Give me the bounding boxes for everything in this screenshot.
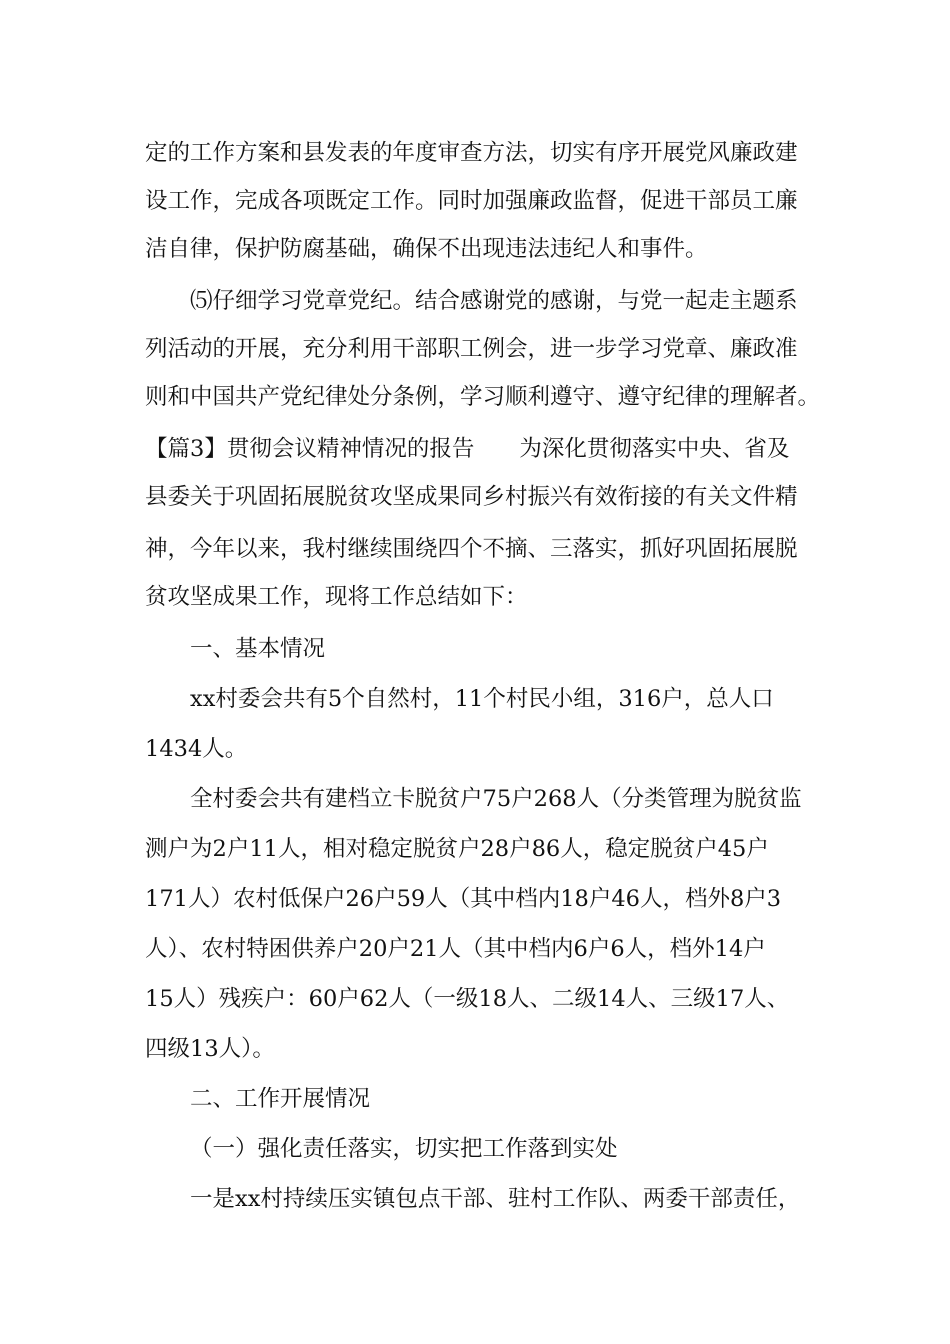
text-line: 四级13人）。 [145, 1036, 275, 1062]
text-line: 测户为2户11人，相对稳定脱贫户28户86人，稳定脱贫户45户 [145, 836, 769, 862]
section-heading: 二、工作开展情况 [190, 1086, 371, 1112]
text-line: ⑸仔细学习党章党纪。结合感谢党的感谢，与党一起走主题系 [190, 288, 798, 314]
text-line: 设工作，完成各项既定工作。同时加强廉政监督，促进干部员工廉 [145, 188, 798, 214]
text-line: 列活动的开展，充分利用干部职工例会，进一步学习党章、廉政准 [145, 336, 798, 362]
section-heading: 一、基本情况 [190, 636, 326, 662]
text-line: 人）、农村特困供养户20户21人（其中档内6户6人，档外14户 [145, 936, 766, 962]
text-line: 15人）残疾户：60户62人（一级18人、二级14人、三级17人、 [145, 986, 790, 1012]
text-line: xx村委会共有5个自然村，11个村民小组，316户，总人口 [190, 686, 774, 712]
text-line: 一是xx村持续压实镇包点干部、驻村工作队、两委干部责任， [190, 1186, 801, 1212]
text-line: 171人）农村低保户26户59人（其中档内18户46人，档外8户3 [145, 886, 782, 912]
text-line: 神，今年以来，我村继续围绕四个不摘、三落实，抓好巩固拓展脱 [145, 536, 798, 562]
text-line: 【篇3】贯彻会议精神情况的报告 为深化贯彻落实中央、省及 [145, 436, 790, 462]
text-line: 全村委会共有建档立卡脱贫户75户268人（分类管理为脱贫监 [190, 786, 802, 812]
text-line: 则和中国共产党纪律处分条例，学习顺利遵守、遵守纪律的理解者。 [145, 384, 821, 410]
subsection-heading: （一）强化责任落实，切实把工作落到实处 [190, 1136, 618, 1162]
text-line: 洁自律，保护防腐基础，确保不出现违法违纪人和事件。 [145, 236, 708, 262]
text-line: 1434人。 [145, 736, 248, 762]
text-line: 定的工作方案和县发表的年度审查方法，切实有序开展党风廉政建 [145, 140, 798, 166]
text-line: 县委关于巩固拓展脱贫攻坚成果同乡村振兴有效衔接的有关文件精 [145, 484, 798, 510]
text-line: 贫攻坚成果工作，现将工作总结如下： [145, 584, 528, 610]
